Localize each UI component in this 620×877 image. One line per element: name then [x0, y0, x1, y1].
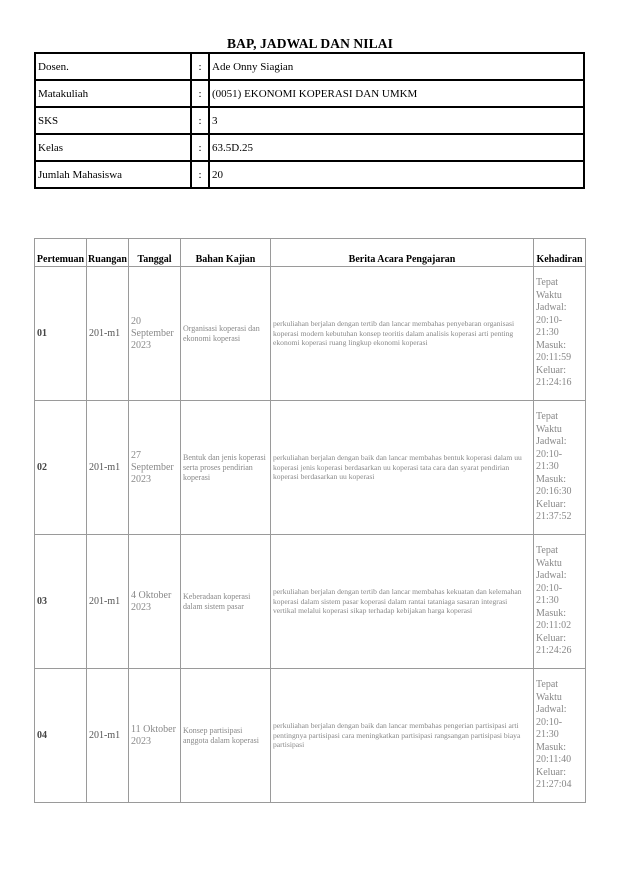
- info-label: Kelas: [35, 134, 191, 161]
- schedule-row: [35, 535, 586, 669]
- schedule-header-row: [35, 239, 586, 267]
- attendance: Tepat Waktu Jadwal: 20:10-21:30 Masuk: 20:16:30 Keluar: 21:37:52: [534, 401, 586, 535]
- topic: Bentuk dan jenis koperasi serta proses pendirian koperasi: [181, 401, 271, 535]
- header-kehadiran: Kehadiran: [534, 239, 586, 267]
- info-label: Matakuliah: [35, 80, 191, 107]
- room: 201-m1: [87, 267, 129, 401]
- date: 27 September 2023: [129, 401, 181, 535]
- info-separator: :: [191, 161, 209, 188]
- meeting-number: 02: [35, 401, 87, 535]
- topic: Konsep partisipasi anggota dalam koperasi: [181, 669, 271, 803]
- info-label: Jumlah Mahasiswa: [35, 161, 191, 188]
- header-tanggal: Tanggal: [129, 239, 181, 267]
- attendance: Tepat Waktu Jadwal: 20:10-21:30 Masuk: 20:11:59 Keluar: 21:24:16: [534, 267, 586, 401]
- header-berita-acara: Berita Acara Pengajaran: [271, 239, 534, 267]
- info-row: [35, 80, 584, 107]
- teaching-report: perkuliahan berjalan dengan tertib dan lancar membahas penyebaran organisasi koperasi modern kebutuhan konsep teoritis dalam analisis koperasi arti penting ekonomi koperasi ruang lingkup ekonomi koperasi: [271, 267, 534, 401]
- header-bahan-kajian: Bahan Kajian: [181, 239, 271, 267]
- info-row: [35, 134, 584, 161]
- info-label: Dosen.: [35, 53, 191, 80]
- date: 4 Oktober 2023: [129, 535, 181, 669]
- topic: Keberadaan koperasi dalam sistem pasar: [181, 535, 271, 669]
- info-label: SKS: [35, 107, 191, 134]
- document-title: BAP, JADWAL DAN NILAI: [227, 36, 393, 51]
- topic: Organisasi koperasi dan ekonomi koperasi: [181, 267, 271, 401]
- room: 201-m1: [87, 535, 129, 669]
- attendance: Tepat Waktu Jadwal: 20:10-21:30 Masuk: 20:11:40 Keluar: 21:27:04: [534, 669, 586, 803]
- info-row: [35, 53, 584, 80]
- info-row: [35, 107, 584, 134]
- info-value: (0051) EKONOMI KOPERASI DAN UMKM: [209, 80, 584, 107]
- info-separator: :: [191, 107, 209, 134]
- header-ruangan: Ruangan: [87, 239, 129, 267]
- course-info-table: [34, 52, 585, 189]
- schedule-row: [35, 669, 586, 803]
- schedule-row: [35, 401, 586, 535]
- info-value: 63.5D.25: [209, 134, 584, 161]
- info-separator: :: [191, 53, 209, 80]
- info-separator: :: [191, 134, 209, 161]
- info-value: 3: [209, 107, 584, 134]
- info-value: 20: [209, 161, 584, 188]
- meeting-number: 04: [35, 669, 87, 803]
- schedule-table: [34, 238, 586, 803]
- teaching-report: perkuliahan berjalan dengan baik dan lancar membahas bentuk koperasi dalam uu koperasi jenis koperasi berdasarkan uu koperasi tata cara dan syarat pendirian koperasi berdasarkan uu koperasi: [271, 401, 534, 535]
- room: 201-m1: [87, 401, 129, 535]
- date: 11 Oktober 2023: [129, 669, 181, 803]
- attendance: Tepat Waktu Jadwal: 20:10-21:30 Masuk: 20:11:02 Keluar: 21:24:26: [534, 535, 586, 669]
- info-row: [35, 161, 584, 188]
- teaching-report: perkuliahan berjalan dengan baik dan lancar membahas pengerian partisipasi arti pentingnya partisipasi cara meningkatkan partisipasi rangsangan partisipasi biaya partisipasi: [271, 669, 534, 803]
- room: 201-m1: [87, 669, 129, 803]
- schedule-row: [35, 267, 586, 401]
- teaching-report: perkuliahan berjalan dengan tertib dan lancar membahas kekuatan dan kelemahan koperasi dalam sistem pasar koperasi dalam rantai tataniaga sasaran integrasi vertikal melalui koperasi sikap terhadap kebijakan harga koperasi: [271, 535, 534, 669]
- info-value: Ade Onny Siagian: [209, 53, 584, 80]
- date: 20 September 2023: [129, 267, 181, 401]
- header-pertemuan: Pertemuan: [35, 239, 87, 267]
- meeting-number: 01: [35, 267, 87, 401]
- info-separator: :: [191, 80, 209, 107]
- meeting-number: 03: [35, 535, 87, 669]
